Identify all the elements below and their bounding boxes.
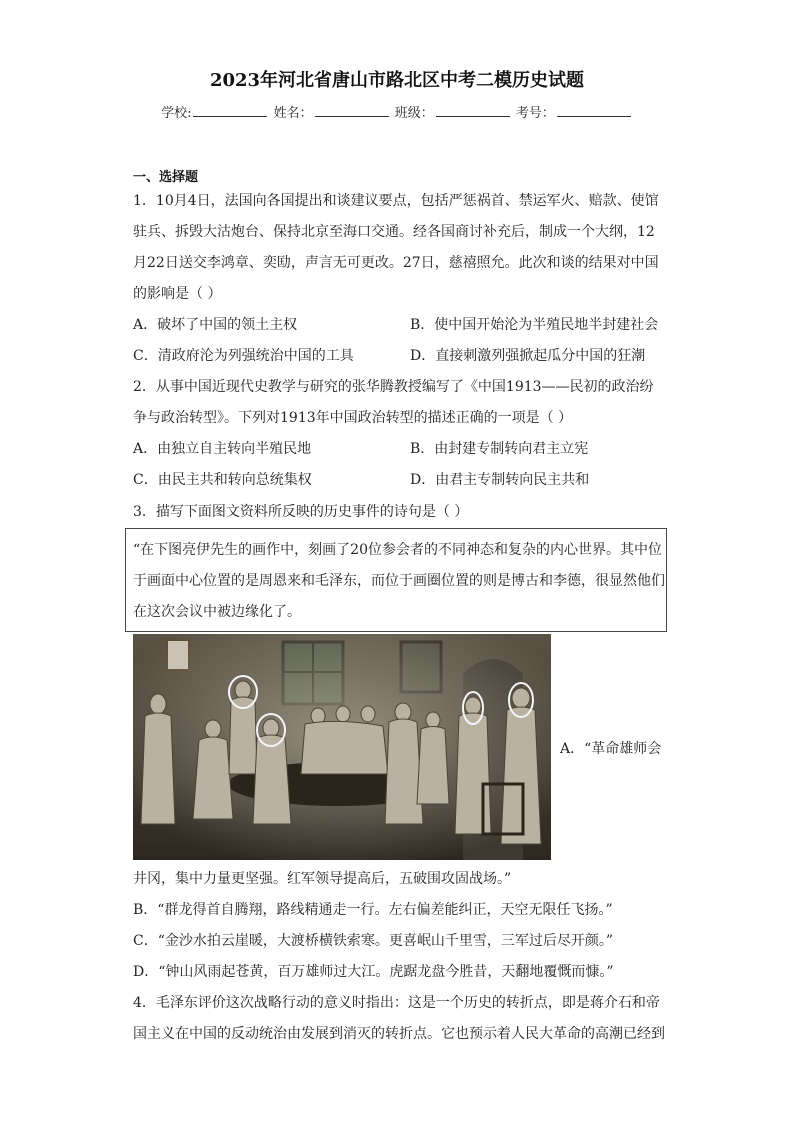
q2-option-a[interactable]: A．由独立自主转向半殖民地 — [133, 441, 312, 457]
q2-option-d[interactable]: D．由君主专制转向民主共和 — [410, 472, 590, 488]
q3-stem: 3．描写下面图文资料所反映的历史事件的诗句是（ ） — [133, 504, 469, 520]
q3-option-c[interactable]: C．“金沙水拍云崖暖，大渡桥横铁索寒。更喜岷山千里雪，三军过后尽开颜。” — [133, 933, 614, 949]
exam-number-label: 考号： — [515, 106, 555, 121]
q2-option-c[interactable]: C．由民主共和转向总统集权 — [133, 472, 312, 488]
exam-title: 2023年河北省唐山市路北区中考二模历史试题 — [209, 70, 585, 91]
section-title: 一、选择题 — [133, 170, 199, 185]
q1-line-3: 月22日送交李鸿章、奕劻，声言无可更改。27日，慈禧照允。此次和谈的结果对中国 — [133, 255, 659, 271]
q3-quote-line-2: 于画面中心位置的是周恩来和毛泽东，而位于画圈位置的则是博古和李德，很显然他们 — [133, 573, 665, 589]
painting-illustration — [133, 634, 551, 860]
q2-line-2: 争与政治转型》。下列对1913年中国政治转型的描述正确的一项是（ ） — [133, 410, 573, 426]
q3-option-a-start[interactable]: A．“革命雄师会 — [560, 741, 662, 757]
q1-option-b[interactable]: B．使中国开始沦为半殖民地半封建社会 — [410, 317, 659, 333]
school-label: 学校: — [161, 106, 192, 121]
q3-quote-line-1: “在下图亮伊先生的画作中，刻画了20位参会者的不同神态和复杂的内心世界。其中位 — [133, 542, 662, 558]
class-blank[interactable] — [436, 104, 510, 117]
name-label: 姓名： — [273, 106, 313, 121]
q2-option-b[interactable]: B．由封建专制转向君主立宪 — [410, 441, 589, 457]
zunyi-meeting-painting — [133, 634, 551, 860]
q1-option-a[interactable]: A．破坏了中国的领土主权 — [133, 317, 298, 333]
exam-number-blank[interactable] — [557, 104, 631, 117]
q1-line-2: 驻兵、拆毁大沽炮台、保持北京至海口交通。经各国商讨补充后，制成一个大纲，12 — [133, 224, 655, 240]
q3-option-d[interactable]: D．“钟山风雨起苍黄，百万雄师过大江。虎踞龙盘今胜昔，天翻地覆慨而慷。” — [133, 964, 614, 980]
q1-line-1: 1．10月4日，法国向各国提出和谈建议要点，包括严惩祸首、禁运军火、赔款、使馆 — [133, 193, 659, 209]
q4-line-1: 4．毛泽东评价这次战略行动的意义时指出：这是一个历史的转折点，即是蒋介石和帝 — [133, 995, 660, 1011]
q3-option-b[interactable]: B．“群龙得首自腾翔，路线精通走一行。左右偏差能纠正，天空无限任飞扬。” — [133, 902, 613, 918]
class-label: 班级： — [394, 106, 434, 121]
q1-option-c[interactable]: C．清政府沦为列强统治中国的工具 — [133, 348, 354, 364]
q2-line-1: 2．从事中国近现代史教学与研究的张华腾教授编写了《中国1913——民初的政治纷 — [133, 379, 654, 395]
q3-quote-line-3: 在这次会议中被边缘化了。 — [133, 604, 301, 620]
q1-option-d[interactable]: D．直接刺激列强掀起瓜分中国的狂潮 — [410, 348, 646, 364]
q3-option-a-cont[interactable]: 井冈，集中力量更坚强。红军领导提高后，五破围攻固战场。” — [133, 871, 512, 887]
school-blank[interactable] — [193, 104, 267, 117]
q1-line-4: 的影响是（ ） — [133, 286, 222, 302]
q4-line-2: 国主义在中国的反动统治由发展到消灭的转折点。它也预示着人民大革命的高潮已经到 — [133, 1026, 665, 1042]
name-blank[interactable] — [315, 104, 389, 117]
student-info-row — [0, 102, 794, 121]
